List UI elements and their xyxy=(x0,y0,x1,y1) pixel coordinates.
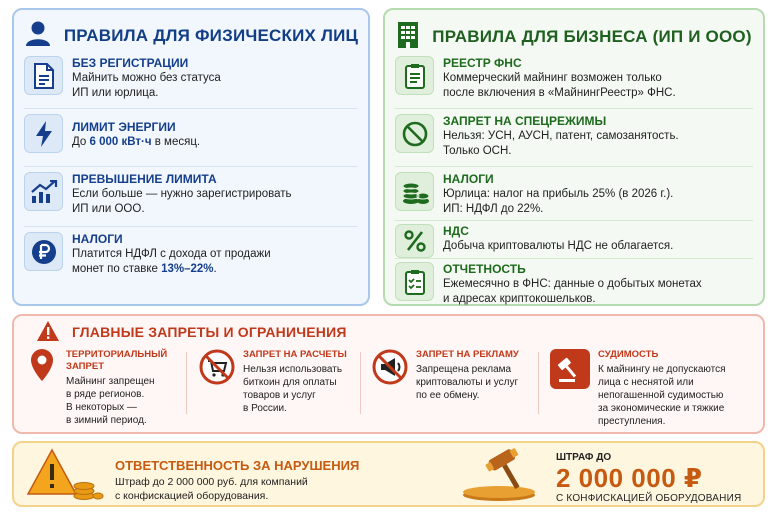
item-heading: ОТЧЕТНОСТЬ xyxy=(443,262,526,276)
ban-territorial xyxy=(26,349,167,427)
item-heading: РЕЕСТР ФНС xyxy=(443,56,522,70)
building-icon xyxy=(396,20,420,53)
ban-text: Нельзя использовать xyxy=(243,364,343,375)
ban-text: лица с неснятой или xyxy=(598,377,694,388)
fine-label: ШТРАФ ДО xyxy=(556,452,612,463)
ban-text: криптовалюты и услуг xyxy=(416,377,519,388)
business-item-special-regimes xyxy=(395,114,679,159)
individuals-header xyxy=(14,20,368,51)
business-item-registry xyxy=(395,56,676,101)
individuals-title: ПРАВИЛА ДЛЯ ФИЗИЧЕСКИХ ЛИЦ xyxy=(63,25,359,45)
ban-text: по ее обмену. xyxy=(416,390,480,401)
item-text: Коммерческий майнинг возможен только xyxy=(443,72,662,84)
warning-coins-icon xyxy=(26,448,104,507)
coins-icon xyxy=(395,172,434,211)
ban-text: Майнинг запрещен xyxy=(66,376,155,387)
item-heading: ЗАПРЕТ НА СПЕЦРЕЖИМЫ xyxy=(443,114,607,128)
item-text: ИП или ООО. xyxy=(72,203,145,215)
growth-chart-icon xyxy=(24,172,63,211)
divider xyxy=(395,220,753,221)
ruble-icon xyxy=(24,232,63,271)
divider xyxy=(538,352,539,414)
item-text: монет по ставке 13%–22%. xyxy=(72,263,217,275)
ban-text: товаров и услуг xyxy=(243,390,316,401)
item-text: и адресах криптокошельков. xyxy=(443,293,596,305)
item-heading: ЛИМИТ ЭНЕРГИИ xyxy=(72,120,176,134)
gavel-icon xyxy=(550,349,590,389)
business-title: ПРАВИЛА ДЛЯ БИЗНЕСА (ИП И ООО) xyxy=(432,26,752,46)
item-text: ИП или юрлица. xyxy=(72,87,159,99)
ban-heading: ЗАПРЕТ НА РЕКЛАМУ xyxy=(416,349,519,360)
ban-text: в зимний период. xyxy=(66,415,147,426)
business-item-vat xyxy=(395,224,673,258)
item-heading: НДС xyxy=(443,224,469,238)
item-text: после включения в «МайнингРеестр» ФНС. xyxy=(443,87,676,99)
no-cart-icon xyxy=(199,349,235,385)
gavel-icon xyxy=(454,447,544,508)
ban-text: Запрещена реклама xyxy=(416,364,512,375)
person-icon xyxy=(24,20,52,51)
ban-text: биткоин для оплаты xyxy=(243,377,337,388)
divider xyxy=(395,166,753,167)
item-text: Добыча криптовалюты НДС не облагается. xyxy=(443,240,674,252)
liability-text: Штраф до 2 000 000 руб. для компаний с конфискацией оборудования. xyxy=(115,476,308,502)
fine-amount: 2 000 000 ₽ xyxy=(556,463,703,493)
divider xyxy=(395,108,753,109)
ban-heading: ЗАПРЕТ НА РАСЧЕТЫ xyxy=(243,349,347,360)
checklist-icon xyxy=(395,262,434,301)
location-pin-icon xyxy=(26,349,58,381)
item-heading: ПРЕВЫШЕНИЕ ЛИМИТА xyxy=(72,172,217,186)
item-heading: НАЛОГИ xyxy=(443,172,494,186)
divider xyxy=(360,352,361,414)
divider xyxy=(395,258,753,259)
business-item-taxes xyxy=(395,172,673,217)
lightning-icon xyxy=(24,114,63,153)
business-panel xyxy=(383,8,765,306)
item-text: Ежемесячно в ФНС: данные о добытых монетах xyxy=(443,278,702,290)
item-text: Юрлица: налог на прибыль 25% (в 2026 г.). xyxy=(443,188,674,200)
ban-text: за экономические и тяжкие xyxy=(598,403,725,414)
ban-text: В некоторых — xyxy=(66,402,137,413)
ban-advertising xyxy=(372,349,519,402)
divider xyxy=(24,166,358,167)
ban-text: в ряде регионов. xyxy=(66,389,145,400)
ban-payments xyxy=(199,349,347,415)
ban-heading: ЗАПРЕТ xyxy=(66,361,104,372)
item-heading: НАЛОГИ xyxy=(72,232,123,246)
warning-icon xyxy=(36,320,60,347)
item-text: Если больше — нужно зарегистрировать xyxy=(72,188,292,200)
individuals-item-limit-excess xyxy=(24,172,292,217)
ban-text: в России. xyxy=(243,403,287,414)
registry-icon xyxy=(395,56,434,95)
divider xyxy=(24,226,358,227)
ban-criminal-record xyxy=(550,349,726,428)
item-text: ИП: НДФЛ до 22%. xyxy=(443,203,544,215)
item-heading: БЕЗ РЕГИСТРАЦИИ xyxy=(72,56,189,70)
percent-icon xyxy=(395,224,434,258)
individuals-item-taxes xyxy=(24,232,271,277)
ban-text: непогашенной судимостью xyxy=(598,390,724,401)
liability-panel xyxy=(12,441,765,507)
bans-panel xyxy=(12,314,765,434)
individuals-item-energy-limit xyxy=(24,114,200,153)
item-text: Платится НДФЛ с дохода от продажи xyxy=(72,248,271,260)
divider xyxy=(186,352,187,414)
prohibited-icon xyxy=(395,114,434,153)
business-header xyxy=(385,20,763,53)
liability-title: ОТВЕТСТВЕННОСТЬ ЗА НАРУШЕНИЯ xyxy=(115,458,360,473)
ban-heading: СУДИМОСТЬ xyxy=(598,349,659,360)
item-text: Нельзя: УСН, АУСН, патент, самозанятость. xyxy=(443,130,679,142)
ban-text: преступления. xyxy=(598,416,666,427)
item-text: Только ОСН. xyxy=(443,145,512,157)
individuals-panel xyxy=(12,8,370,306)
item-text: Майнить можно без статуса xyxy=(72,72,221,84)
fine-note: С КОНФИСКАЦИЕЙ ОБОРУДОВАНИЯ xyxy=(556,493,742,504)
bans-title: ГЛАВНЫЕ ЗАПРЕТЫ И ОГРАНИЧЕНИЯ xyxy=(72,324,347,340)
item-text: До 6 000 кВт·ч в месяц. xyxy=(72,136,201,148)
ban-heading: ТЕРРИТОРИАЛЬНЫЙ xyxy=(66,349,168,360)
business-item-reporting xyxy=(395,262,702,307)
ban-text: К майнингу не допускаются xyxy=(598,364,726,375)
no-megaphone-icon xyxy=(372,349,408,385)
tax-rate-value: 13%–22% xyxy=(161,263,214,275)
divider xyxy=(24,108,358,109)
individuals-item-registration xyxy=(24,56,221,101)
energy-limit-value: 6 000 кВт·ч xyxy=(89,136,152,148)
document-icon xyxy=(24,56,63,95)
